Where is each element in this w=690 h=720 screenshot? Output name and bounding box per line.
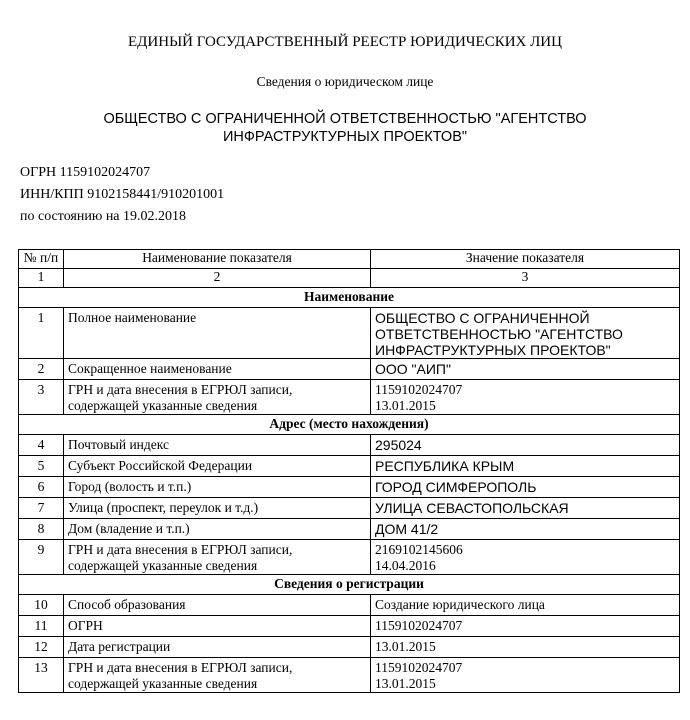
indicator-value-line: 14.04.2016 <box>375 558 436 573</box>
indicator-name-line: Город (волость и т.п.) <box>68 479 192 494</box>
indicator-value-line: 13.01.2015 <box>375 398 436 413</box>
indicator-value <box>371 308 680 359</box>
indicator-value <box>371 456 680 477</box>
indicator-value <box>371 540 680 575</box>
row-number: 12 <box>19 637 64 658</box>
table-row <box>19 540 680 575</box>
ogrn-line: ОГРН 1159102024707 <box>20 165 151 180</box>
indicator-name-line: Дата регистрации <box>68 639 171 654</box>
indicator-value <box>371 477 680 498</box>
indicator-value-line: ОБЩЕСТВО С ОГРАНИЧЕННОЙ <box>375 310 590 326</box>
indicator-name-line: ОГРН <box>68 618 103 633</box>
row-number: 7 <box>19 498 64 519</box>
indicator-value-line: ООО "АИП" <box>375 361 451 377</box>
indicator-value <box>371 658 680 693</box>
indicator-value <box>371 359 680 380</box>
column-index-row <box>19 269 680 288</box>
section-title: Адрес (место нахождения) <box>19 415 680 435</box>
indicator-value-line: УЛИЦА СЕВАСТОПОЛЬСКАЯ <box>375 500 569 516</box>
indicator-name-line: ГРН и дата внесения в ЕГРЮЛ записи, <box>68 660 293 675</box>
indicator-value <box>371 498 680 519</box>
indicator-name <box>64 456 371 477</box>
indicator-name <box>64 359 371 380</box>
indicator-name <box>64 637 371 658</box>
indicator-name <box>64 380 371 415</box>
section-title: Наименование <box>19 288 680 308</box>
column-header-value: Значение показателя <box>371 250 680 269</box>
table-row <box>19 359 680 380</box>
indicator-value <box>371 616 680 637</box>
indicator-name <box>64 616 371 637</box>
indicator-value-line: 1159102024707 <box>375 618 463 633</box>
table-row <box>19 435 680 456</box>
indicator-name <box>64 519 371 540</box>
registry-title: ЕДИНЫЙ ГОСУДАРСТВЕННЫЙ РЕЕСТР ЮРИДИЧЕСКИХ ЛИЦ <box>128 34 562 50</box>
table-row <box>19 637 680 658</box>
indicator-name <box>64 477 371 498</box>
row-number: 10 <box>19 595 64 616</box>
indicator-name <box>64 498 371 519</box>
organization-title-line: ИНФРАСТРУКТУРНЫХ ПРОЕКТОВ" <box>222 129 468 145</box>
row-number: 9 <box>19 540 64 575</box>
indicator-name <box>64 540 371 575</box>
column-index: 1 <box>19 269 64 288</box>
row-number: 13 <box>19 658 64 693</box>
indicator-value <box>371 637 680 658</box>
indicator-value <box>371 519 680 540</box>
section-header-row <box>19 288 680 308</box>
column-header-name: Наименование показателя <box>64 250 371 269</box>
indicator-name-line: Улица (проспект, переулок и т.д.) <box>68 500 259 515</box>
column-index: 2 <box>64 269 371 288</box>
row-number: 1 <box>19 308 64 359</box>
indicator-name-line: содержащей указанные сведения <box>68 676 258 691</box>
row-number: 5 <box>19 456 64 477</box>
document-subtitle: Сведения о юридическом лице <box>256 74 434 89</box>
indicator-value-line: РЕСПУБЛИКА КРЫМ <box>375 458 515 474</box>
indicator-name <box>64 658 371 693</box>
table-row <box>19 658 680 693</box>
table-row <box>19 595 680 616</box>
indicator-value <box>371 380 680 415</box>
indicator-name-line: содержащей указанные сведения <box>68 398 258 413</box>
column-index: 3 <box>371 269 680 288</box>
indicator-value-line: 1159102024707 <box>375 660 463 675</box>
table-row <box>19 380 680 415</box>
indicator-name-line: Сокращенное наименование <box>68 361 232 376</box>
section-header-row <box>19 415 680 435</box>
indicator-value-line: ИНФРАСТРУКТУРНЫХ ПРОЕКТОВ" <box>375 342 611 358</box>
indicator-name-line: Полное наименование <box>68 310 197 325</box>
column-header-number: № п/п <box>19 250 64 269</box>
table-row <box>19 498 680 519</box>
table-row <box>19 616 680 637</box>
indicator-value-line: Создание юридического лица <box>375 597 545 612</box>
section-title: Сведения о регистрации <box>19 575 680 595</box>
indicator-value-line: 295024 <box>375 437 422 453</box>
indicator-name <box>64 595 371 616</box>
organization-title-line: ОБЩЕСТВО С ОГРАНИЧЕННОЙ ОТВЕТСТВЕННОСТЬЮ "АГЕНТСТВО <box>103 111 587 127</box>
row-number: 11 <box>19 616 64 637</box>
indicator-name <box>64 435 371 456</box>
indicator-name-line: ГРН и дата внесения в ЕГРЮЛ записи, <box>68 542 293 557</box>
indicator-value-line: ОТВЕТСТВЕННОСТЬЮ "АГЕНТСТВО <box>375 326 623 342</box>
as-of-date-line: по состоянию на 19.02.2018 <box>20 209 187 224</box>
inn-kpp-line: ИНН/КПП 9102158441/910201001 <box>20 187 225 202</box>
indicator-value-line: 1159102024707 <box>375 382 463 397</box>
indicator-value <box>371 435 680 456</box>
row-number: 6 <box>19 477 64 498</box>
indicator-value-line: 13.01.2015 <box>375 676 436 691</box>
indicator-value-line: ДОМ 41/2 <box>375 521 439 537</box>
table-row <box>19 456 680 477</box>
indicator-name-line: Субъект Российской Федерации <box>68 458 253 473</box>
indicator-value <box>371 595 680 616</box>
indicator-name-line: Почтовый индекс <box>68 437 169 452</box>
indicator-name-line: Дом (владение и т.п.) <box>68 521 190 536</box>
table-row <box>19 519 680 540</box>
indicator-name <box>64 308 371 359</box>
table-header-row <box>19 250 680 269</box>
indicator-value-line: 2169102145606 <box>375 542 463 557</box>
row-number: 2 <box>19 359 64 380</box>
indicator-value-line: 13.01.2015 <box>375 639 436 654</box>
row-number: 4 <box>19 435 64 456</box>
organization-title <box>0 110 690 146</box>
section-header-row <box>19 575 680 595</box>
indicator-value-line: ГОРОД СИМФЕРОПОЛЬ <box>375 479 537 495</box>
table-row <box>19 308 680 359</box>
row-number: 8 <box>19 519 64 540</box>
table-row <box>19 477 680 498</box>
indicator-name-line: ГРН и дата внесения в ЕГРЮЛ записи, <box>68 382 293 397</box>
indicator-name-line: Способ образования <box>68 597 186 612</box>
registry-table <box>18 249 680 693</box>
row-number: 3 <box>19 380 64 415</box>
indicator-name-line: содержащей указанные сведения <box>68 558 258 573</box>
